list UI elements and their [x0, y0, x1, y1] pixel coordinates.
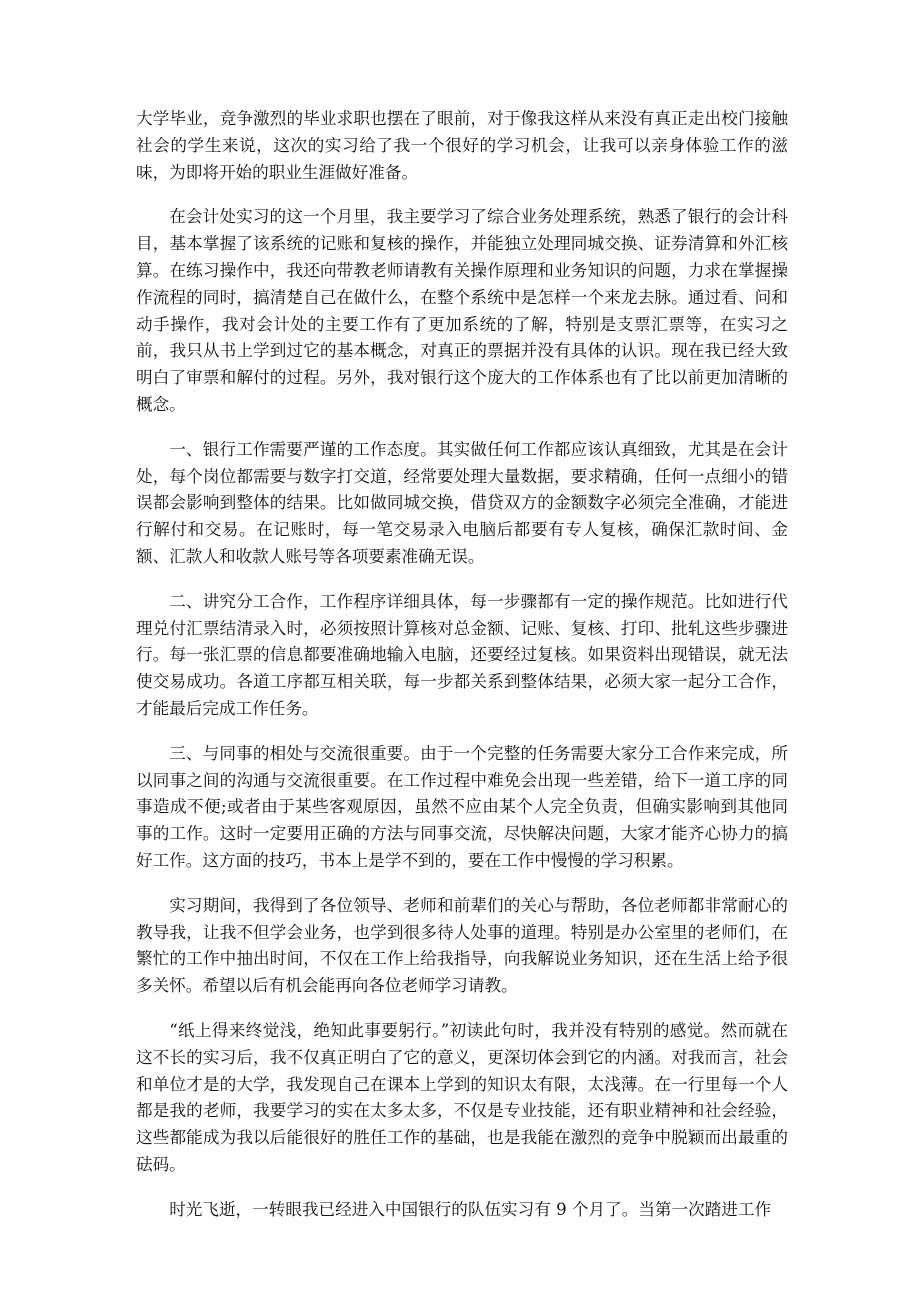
paragraph-gratitude: 实习期间，我得到了各位领导、老师和前辈们的关心与帮助，各位老师都非常耐心的教导我，让我不但学会业务，也学到很多待人处事的道理。特别是办公室里的老师们，在繁忙的工作中抽出时间，不仅在工作上给我指导，向我解说业务知识，还在生活上给予很多关怀。希望以后有机会能再向各位老师学习请教。 — [136, 895, 788, 996]
paragraph-accounting-internship: 在会计处实习的这一个月里，我主要学习了综合业务处理系统，熟悉了银行的会计科目，基本掌握了该系统的记账和复核的操作，并能独立处理同城交换、证券清算和外汇核算。在练习操作中，我还向带教老师请教有关操作原理和业务知识的问题，力求在掌握操作流程的同时，搞清楚自己在做什么，在整个系统中是怎样一个来龙去脉。通过看、问和动手操作，我对会计处的主要工作有了更加系统的了解，特别是支票汇票等，在实习之前，我只从书上学到过它的基本概念，对真正的票据并没有具体的认识。现在我已经大致明白了审票和解付的过程。另外，我对银行这个庞大的工作体系也有了比以前更加清晰的概念。 — [136, 207, 788, 414]
paragraph-reflection-quote: “纸上得来终觉浅，绝知此事要躬行。”初读此句时，我并没有特别的感觉。然而就在这不长的实习后，我不仅真正明白了它的意义，更深切体会到它的内涵。对我而言，社会和单位才是的大学，我发现自己在课本上学到的知识太有限，太浅薄。在一行里每一个人都是我的老师，我要学习的实在太多太多，不仅是专业技能，还有职业精神和社会经验，这些都能成为我以后能很好的胜任工作的基础，也是我能在激烈的竞争中脱颖而出最重的砝码。 — [136, 1020, 788, 1174]
document-page — [136, 106, 788, 1241]
paragraph-point-one-rigor: 一、银行工作需要严谨的工作态度。其实做任何工作都应该认真细致，尤其是在会计处，每个岗位都需要与数字打交道，经常要处理大量数据，要求精确，任何一点细小的错误都会影响到整体的结果。比如做同城交换，借贷双方的金额数字必须完全准确，才能进行解付和交易。在记账时，每一笔交易录入电脑后都要有专人复核，确保汇款时间、金额、汇款人和收款人账号等各项要素准确无误。 — [136, 439, 788, 566]
paragraph-point-two-teamwork: 二、讲究分工合作，工作程序详细具体，每一步骤都有一定的操作规范。比如进行代理兑付汇票结清录入时，必须按照计算核对总金额、记账、复核、打印、批轧这些步骤进行。每一张汇票的信息都要准确地输入电脑，还要经过复核。如果资料出现错误，就无法使交易成功。各道工序都互相关联，每一步都关系到整体结果，必须大家一起分工合作，才能最后完成工作任务。 — [136, 591, 788, 718]
paragraph-point-three-communication: 三、与同事的相处与交流很重要。由于一个完整的任务需要大家分工合作来完成，所以同事之间的沟通与交流很重要。在工作过程中难免会出现一些差错，给下一道工序的同事造成不便;或者由于某些客观原因，虽然不应由某个人完全负责，但确实影响到其他同事的工作。这时一定要用正确的方法与同事交流，尽快解决问题，大家才能齐心协力的搞好工作。这方面的技巧，书本上是学不到的，要在工作中慢慢的学习积累。 — [136, 743, 788, 870]
paragraph-intro-continuation: 大学毕业，竞争激烈的毕业求职也摆在了眼前，对于像我这样从来没有真正走出校门接触社会的学生来说，这次的实习给了我一个很好的学习机会，让我可以亲身体验工作的滋味，为即将开始的职业生涯做好准备。 — [136, 109, 788, 182]
paragraph-nine-months: 时光飞逝，一转眼我已经进入中国银行的队伍实习有 9 个月了。当第一次踏进工作 — [169, 1199, 772, 1219]
